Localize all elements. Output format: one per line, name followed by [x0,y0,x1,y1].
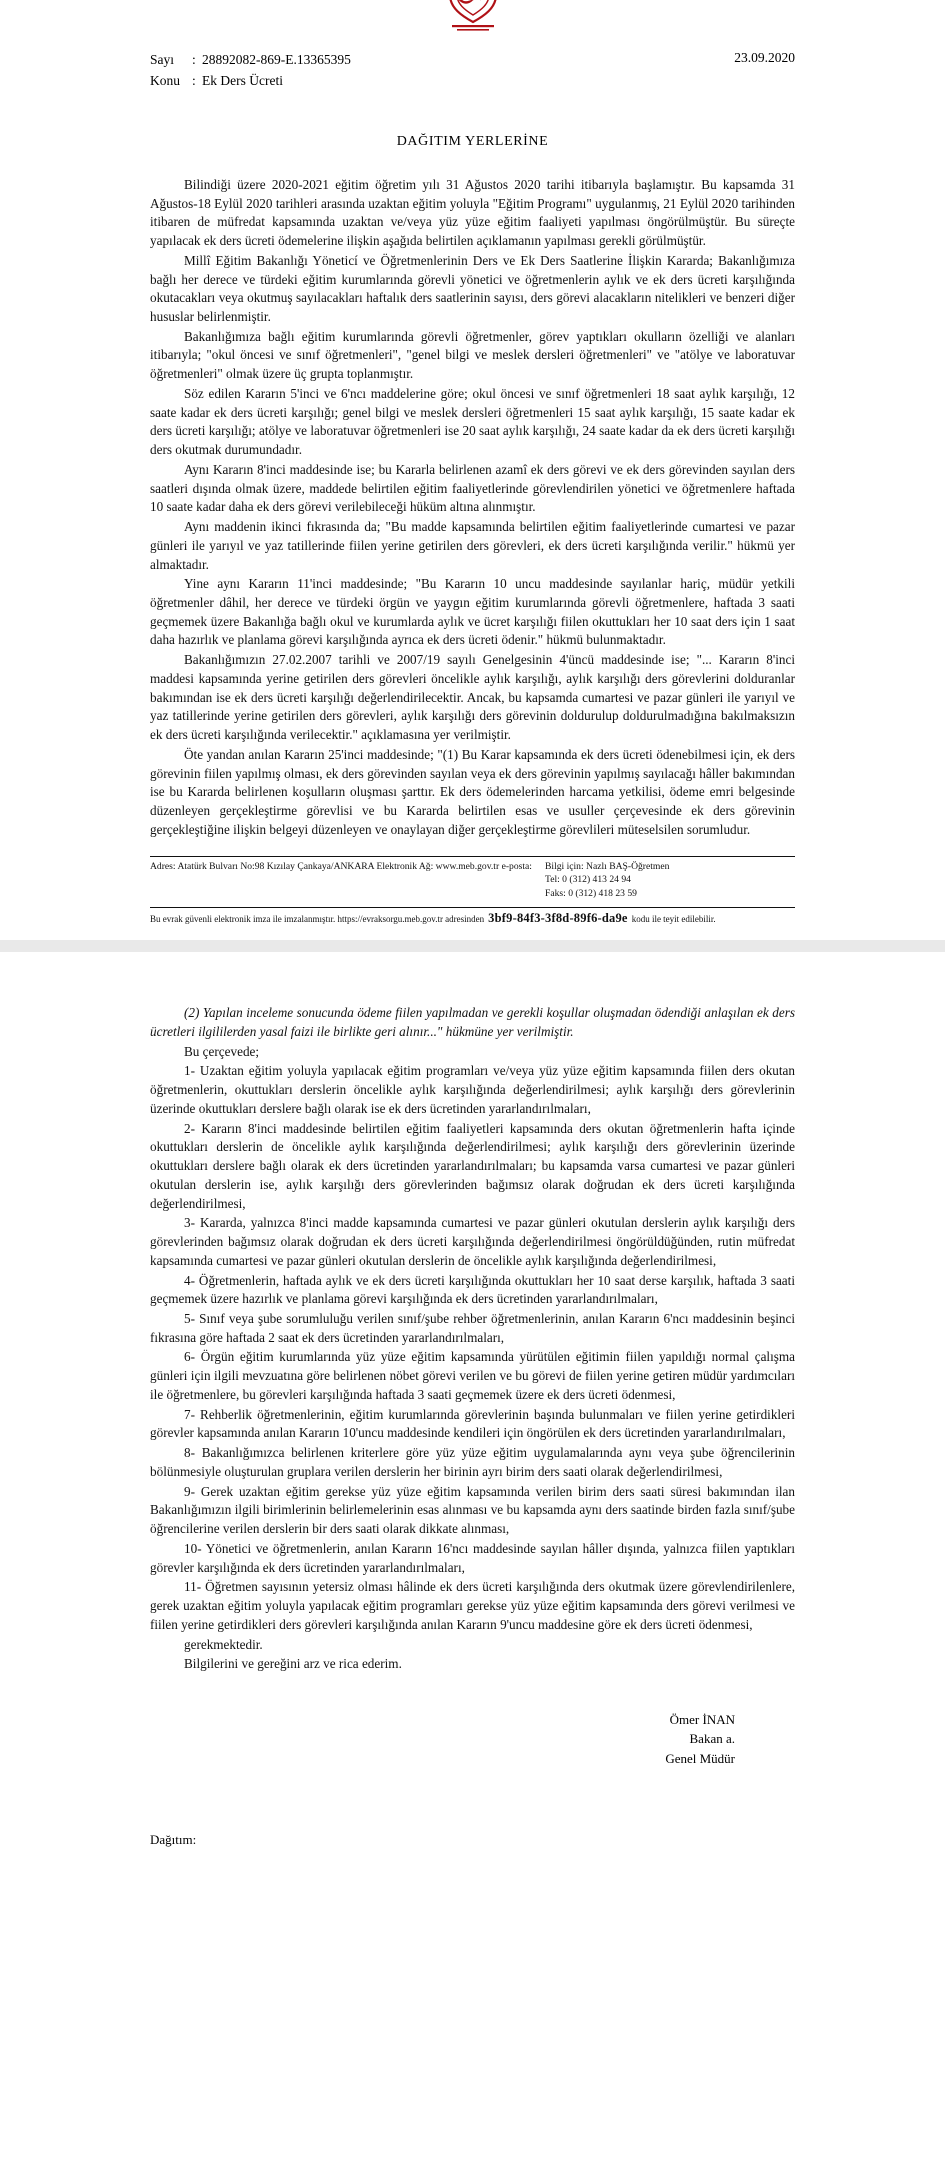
konu-label: Konu [150,71,192,92]
distribution-label: Dağıtım: [150,1832,795,1848]
paragraph: 3- Kararda, yalnızca 8'inci madde kapsamında cumartesi ve pazar günleri okutulan derslerin aylık karşılığı ders görevlerinden bağımsız olarak doğrudan ek ders ücreti karşılığında değerlendirilmesi öngörüldüğünden, rutin müfredat kapsamında cumartesi ve pazar günleri okutulan derslerin de öncelikle aylık karşılığında değerlendirilmesi, [150,1214,795,1270]
paragraph: Millî Eğitim Bakanlığı Yöneticí ve Öğretmenlerinin Ders ve Ek Ders Saatlerine İlişkin Kararda; Bakanlığımıza bağlı her derece ve türdeki eğitim kurumlarında görevli yönetici ve öğretmenlerin aylık ve ek ders ücreti karşılığında okutacakları veya okutmuş sayılacakları haftalık ders saatlerinin sayısı, ders görevi alacakların nitelikleri ve benzeri diğer hususlar belirlenmiştir. [150,252,795,327]
paragraph: 10- Yönetici ve öğretmenlerin, anılan Kararın 16'ncı maddesinde sayılan hâller dışında, yalnızca fiilen yaptıkları görevler karşılığında ek ders ücretinden yararlandırılmaları, [150,1540,795,1577]
verify-prefix: Bu evrak güvenli elektronik imza ile imzalanmıştır. https://evraksorgu.meb.gov.tr adresinden [150,914,484,924]
verify-suffix: kodu ile teyit edilebilir. [632,914,716,924]
paragraph: 8- Bakanlığımızca belirlenen kriterlere göre yüz yüze eğitim uygulamalarında aynı veya şube öğrencilerinin bölünmesiyle oluşturulan gruplara verilen derslerin her birinin ayrı birim ders saati olarak değerlendirilmesi, [150,1444,795,1481]
paragraph: Bilgilerini ve gereğini arz ve rica ederim. [150,1655,795,1674]
konu-colon: : [192,71,202,92]
paragraph: 6- Örgün eğitim kurumlarında yüz yüze eğitim kapsamında yürütülen eğitimin fiilen yapıldığı normal çalışma günleri için ilgili mevzuatına göre belirlenen nöbet görevi verilen ve bu görevi de fiilen yerine getiren müdür yardımcıları ile öğretmenlere, bu görevleri karşılığında haftada 3 saati geçmemek üzere ek ders ücreti ödenmesi, [150,1348,795,1404]
signature-block [150,1710,795,1769]
paragraph: 11- Öğretmen sayısının yetersiz olması hâlinde ek ders ücreti karşılığında ders okutmak üzere görevlendirilenlere, gerek uzaktan eğitim yoluyla yapılacak eğitim programları gerekse yüz yüze eğitim kapsamında ders görevi verilmesi ve fiilen yerine getirdikleri ders görevleri karşılığında anılan Kararın 9'uncu maddesine göre ek ders ücreti ödenmesi, [150,1578,795,1634]
page1-body [150,176,795,840]
footer-contact-block [545,860,795,902]
footer-phone: Tel: 0 (312) 413 24 94 [545,873,795,887]
paragraph: Söz edilen Kararın 5'inci ve 6'ncı maddelerine göre; okul öncesi ve sınıf öğretmenleri 18 saat aylık karşılığı, 12 saate kadar ek ders ücreti karşılığı; genel bilgi ve meslek dersleri öğretmenleri 15 saat aylık karşılığı, 15 saate kadar ek ders ücreti karşılığı; atölye ve laboratuvar öğretmenleri ise 20 saat aylık karşılığı, 24 saate kadar da ek ders ücreti karşılığı ders okutmak durumundadır. [150,385,795,460]
paragraph: 5- Sınıf veya şube sorumluluğu verilen sınıf/şube rehber öğretmenlerinin, anılan Kararın 6'ncı maddesinin beşinci fıkrasına göre haftada 2 saat ek ders ücretinden yararlandırılmaları, [150,1310,795,1347]
paragraph: 9- Gerek uzaktan eğitim gerekse yüz yüze eğitim kapsamında verilen birim ders saati süresi bakımından ilan Bakanlığımızın ilgili birimlerinin belirlemelerinin esas alınması ve bu kapsamda aynı ders saatinde birden fazla sınıf/şube öğrencilerine verilen derslerin bir ders saati olarak dikkate alınması, [150,1483,795,1539]
paragraph: Bu çerçevede; [150,1043,795,1062]
page-separator [0,940,945,952]
footer-divider-top [150,856,795,857]
paragraph: Aynı Kararın 8'inci maddesinde ise; bu Kararla belirlenen azamî ek ders görevi ve ek ders görevinden sayılan ders saatleri dışında olmak üzere, maddede belirtilen eğitim faaliyetlerinde görevlendirilen yönetici ve öğretmenlere haftada 10 saate kadar daha ek ders görevi verilebileceği hüküm altına alınmıştır. [150,461,795,517]
paragraph: Yine aynı Kararın 11'inci maddesinde; "Bu Kararın 10 uncu maddesinde sayılanlar hariç, müdür yetkili öğretmenler dâhil, her derece ve türdeki örgün ve yaygın eğitim kurumlarında görevli öğretmenlere, haftada 3 saati geçmemek üzere Bakanlığa bağlı okul ve kurumlarda aylık ve ücret karşılığı fiilen okuttukları her 10 saat ders için 1 saat daha hazırlık ve planlama görevi karşılığında ayrıca ek ders ücreti ödenir." hükmü bulunmaktadır. [150,575,795,650]
emblem-container [0,0,945,42]
sayi-label: Sayı [150,50,192,71]
paragraph: 4- Öğretmenlerin, haftada aylık ve ek ders ücreti karşılığında okuttukları her 10 saat derse karşılık, haftada 3 saati geçmemek üzere hazırlık ve planlama görevi karşılığında ek ders ücretinden yararlandırılmaları, [150,1272,795,1309]
signer-on-behalf: Bakan a. [150,1729,795,1749]
konu-value: Ek Ders Ücreti [202,71,795,92]
tc-meb-emblem-icon [430,0,516,40]
paragraph: Öte yandan anılan Kararın 25'inci maddesinde; "(1) Bu Karar kapsamında ek ders ücreti ödenebilmesi için, ek ders görevinin fiilen yapılmış olması, ek ders görevinden sayılan veya ek ders görevinin yapılmış sayılacağı hâller bakımından ise bu Kararda belirlenen koşulların oluşması şarttır. Ek ders ödemelerinden harcama yetkilisi, ödeme emri belgesinde düzenleyen gerçekleştirme görevlisi ve bu Kararda belirtilen esas ve usuller çerçevesinde ek ders görevinin gerçekleştiğine ilişkin belgeyi düzenleyen ve onaylayan diğer gerçekleştirme görevlileri müteselsilen sorumludur. [150,746,795,840]
paragraph: Bakanlığımızın 27.02.2007 tarihli ve 2007/19 sayılı Genelgesinin 4'üncü maddesinde ise; "... Kararın 8'inci maddesi kapsamında yerine getirilen ders görevleri öncelikle aylık karşılığı, aylık karşılığı ders görevlerini dolduranlar bakımından ise ek ders ücreti karşılığı değerlendirilecektir. Ancak, bu kapsamda cumartesi ve pazar günleri ile yarıyıl ve yaz tatillerinde yerine getirilen ders görevleri, aylık karşılığı ders görevinin doldurulup doldurulmadığına bakılmaksızın ek ders ücreti karşılığında verilecektir." açıklamasına yer verilmiştir. [150,651,795,745]
footer-address-block [150,860,545,902]
signer-name: Ömer İNAN [150,1710,795,1730]
paragraph: Aynı maddenin ikinci fıkrasında da; "Bu madde kapsamında belirtilen eğitim faaliyetlerinde cumartesi ve pazar günleri ile yarıyıl ve yaz tatillerinde fiilen yerine getirilen ders görevleri, ek ders ücreti karşılığında verilir." hükmü yer almaktadır. [150,518,795,574]
header-meta [150,50,795,92]
paragraph: Bilindiği üzere 2020-2021 eğitim öğretim yılı 31 Ağustos 2020 tarihi itibarıyla başlamıştır. Bu kapsamda 31 Ağustos-18 Eylül 2020 tarihleri arasında uzaktan eğitim yoluyla "Eğitim Programı" uygulanmış, 21 Eylül 2020 tarihinden itibaren de müfredat kapsamında uzaktan ve/veya yüz yüze eğitim faaliyeti yapılması öngörülmüştür. Bu süreçte yapılacak ek ders ücreti ödemelerine ilişkin aşağıda belirtilen açıklamanın yapılması gerekli görülmüştür. [150,176,795,251]
verify-code: 3bf9-84f3-3f8d-89f6-da9e [488,911,628,926]
document-page-1 [0,0,945,940]
paragraph: 2- Kararın 8'inci maddesinde belirtilen eğitim faaliyetleri kapsamında ders okutan öğretmenlerin hafta içinde okuttukları derslerin de öncelikle aylık karşılığında değerlendirilmesi; aylık karşılığı ders görevlerinin üzerinde okuttukları derslere bağlı olarak ek ders ücretinden yararlandırılmaları; bu kapsamda varsa cumartesi ve pazar günleri okutulan derslerin ise, aylık karşılığı ders görevlerinden bağımsız olarak doğrudan ek ders ücreti karşılığında değerlendirilmesi, [150,1120,795,1214]
footer-fax: Faks: 0 (312) 418 23 59 [545,887,795,901]
meta-row-sayi [150,50,795,71]
paragraph: 1- Uzaktan eğitim yoluyla yapılacak eğitim programları ve/veya yüz yüze eğitim kapsamında fiilen ders okutan öğretmenlerin, okuttukları derslerin öncelikle aylık karşılığında değerlendirilmesi; aylık karşılığı ders görevlerinin üzerinde okuttukları derslere bağlı olarak ise ek ders ücretinden yararlandırılmaları, [150,1062,795,1118]
paragraph: 7- Rehberlik öğretmenlerinin, eğitim kurumlarında görevlerinin başında bulunmaları ve fiilen yerine getirdikleri görevler kapsamında anılan Kararın 10'uncu maddesinde kendileri için öngörülen ek ders ücretinden yararlandırılmaları, [150,1406,795,1443]
meta-row-konu [150,71,795,92]
footer-divider-bottom [150,907,795,908]
document-date: 23.09.2020 [734,50,795,66]
paragraph: (2) Yapılan inceleme sonucunda ödeme fiilen yapılmadan ve gerekli koşullar oluşmadan ödendiği anlaşılan ek ders ücretleri ilgililerden yasal faizi ile birlikte geri alınır..." hükmüne yer verilmiştir. [150,1004,795,1041]
footer-contact-person: Bilgi için: Nazlı BAŞ-Öğretmen [545,860,795,874]
signer-title: Genel Müdür [150,1749,795,1769]
paragraph: gerekmektedir. [150,1636,795,1655]
paragraph: Bakanlığımıza bağlı eğitim kurumlarında görevli öğretmenler, görev yaptıkları okulların özelliği ve alanları itibarıyla; "okul öncesi ve sınıf öğretmenleri", "genel bilgi ve meslek dersleri öğretmenleri" ve "atölye ve laboratuvar öğretmenleri" olmak üzere üç grupta toplanmıştır. [150,328,795,384]
sayi-value: 28892082-869-E.13365395 [202,50,795,71]
page-title: DAĞITIM YERLERİNE [0,134,945,150]
document-page-2 [0,952,945,2182]
footer-website: Elektronik Ağ: www.meb.gov.tr [377,861,500,872]
page2-body [150,952,795,1674]
footer-address: Adres: Atatürk Bulvarı No:98 Kızılay Çankaya/ANKARA [150,861,374,872]
sayi-colon: : [192,50,202,71]
e-signature-verification [150,911,795,926]
footer-email: e-posta: [502,861,532,872]
footer-contact [150,860,795,902]
